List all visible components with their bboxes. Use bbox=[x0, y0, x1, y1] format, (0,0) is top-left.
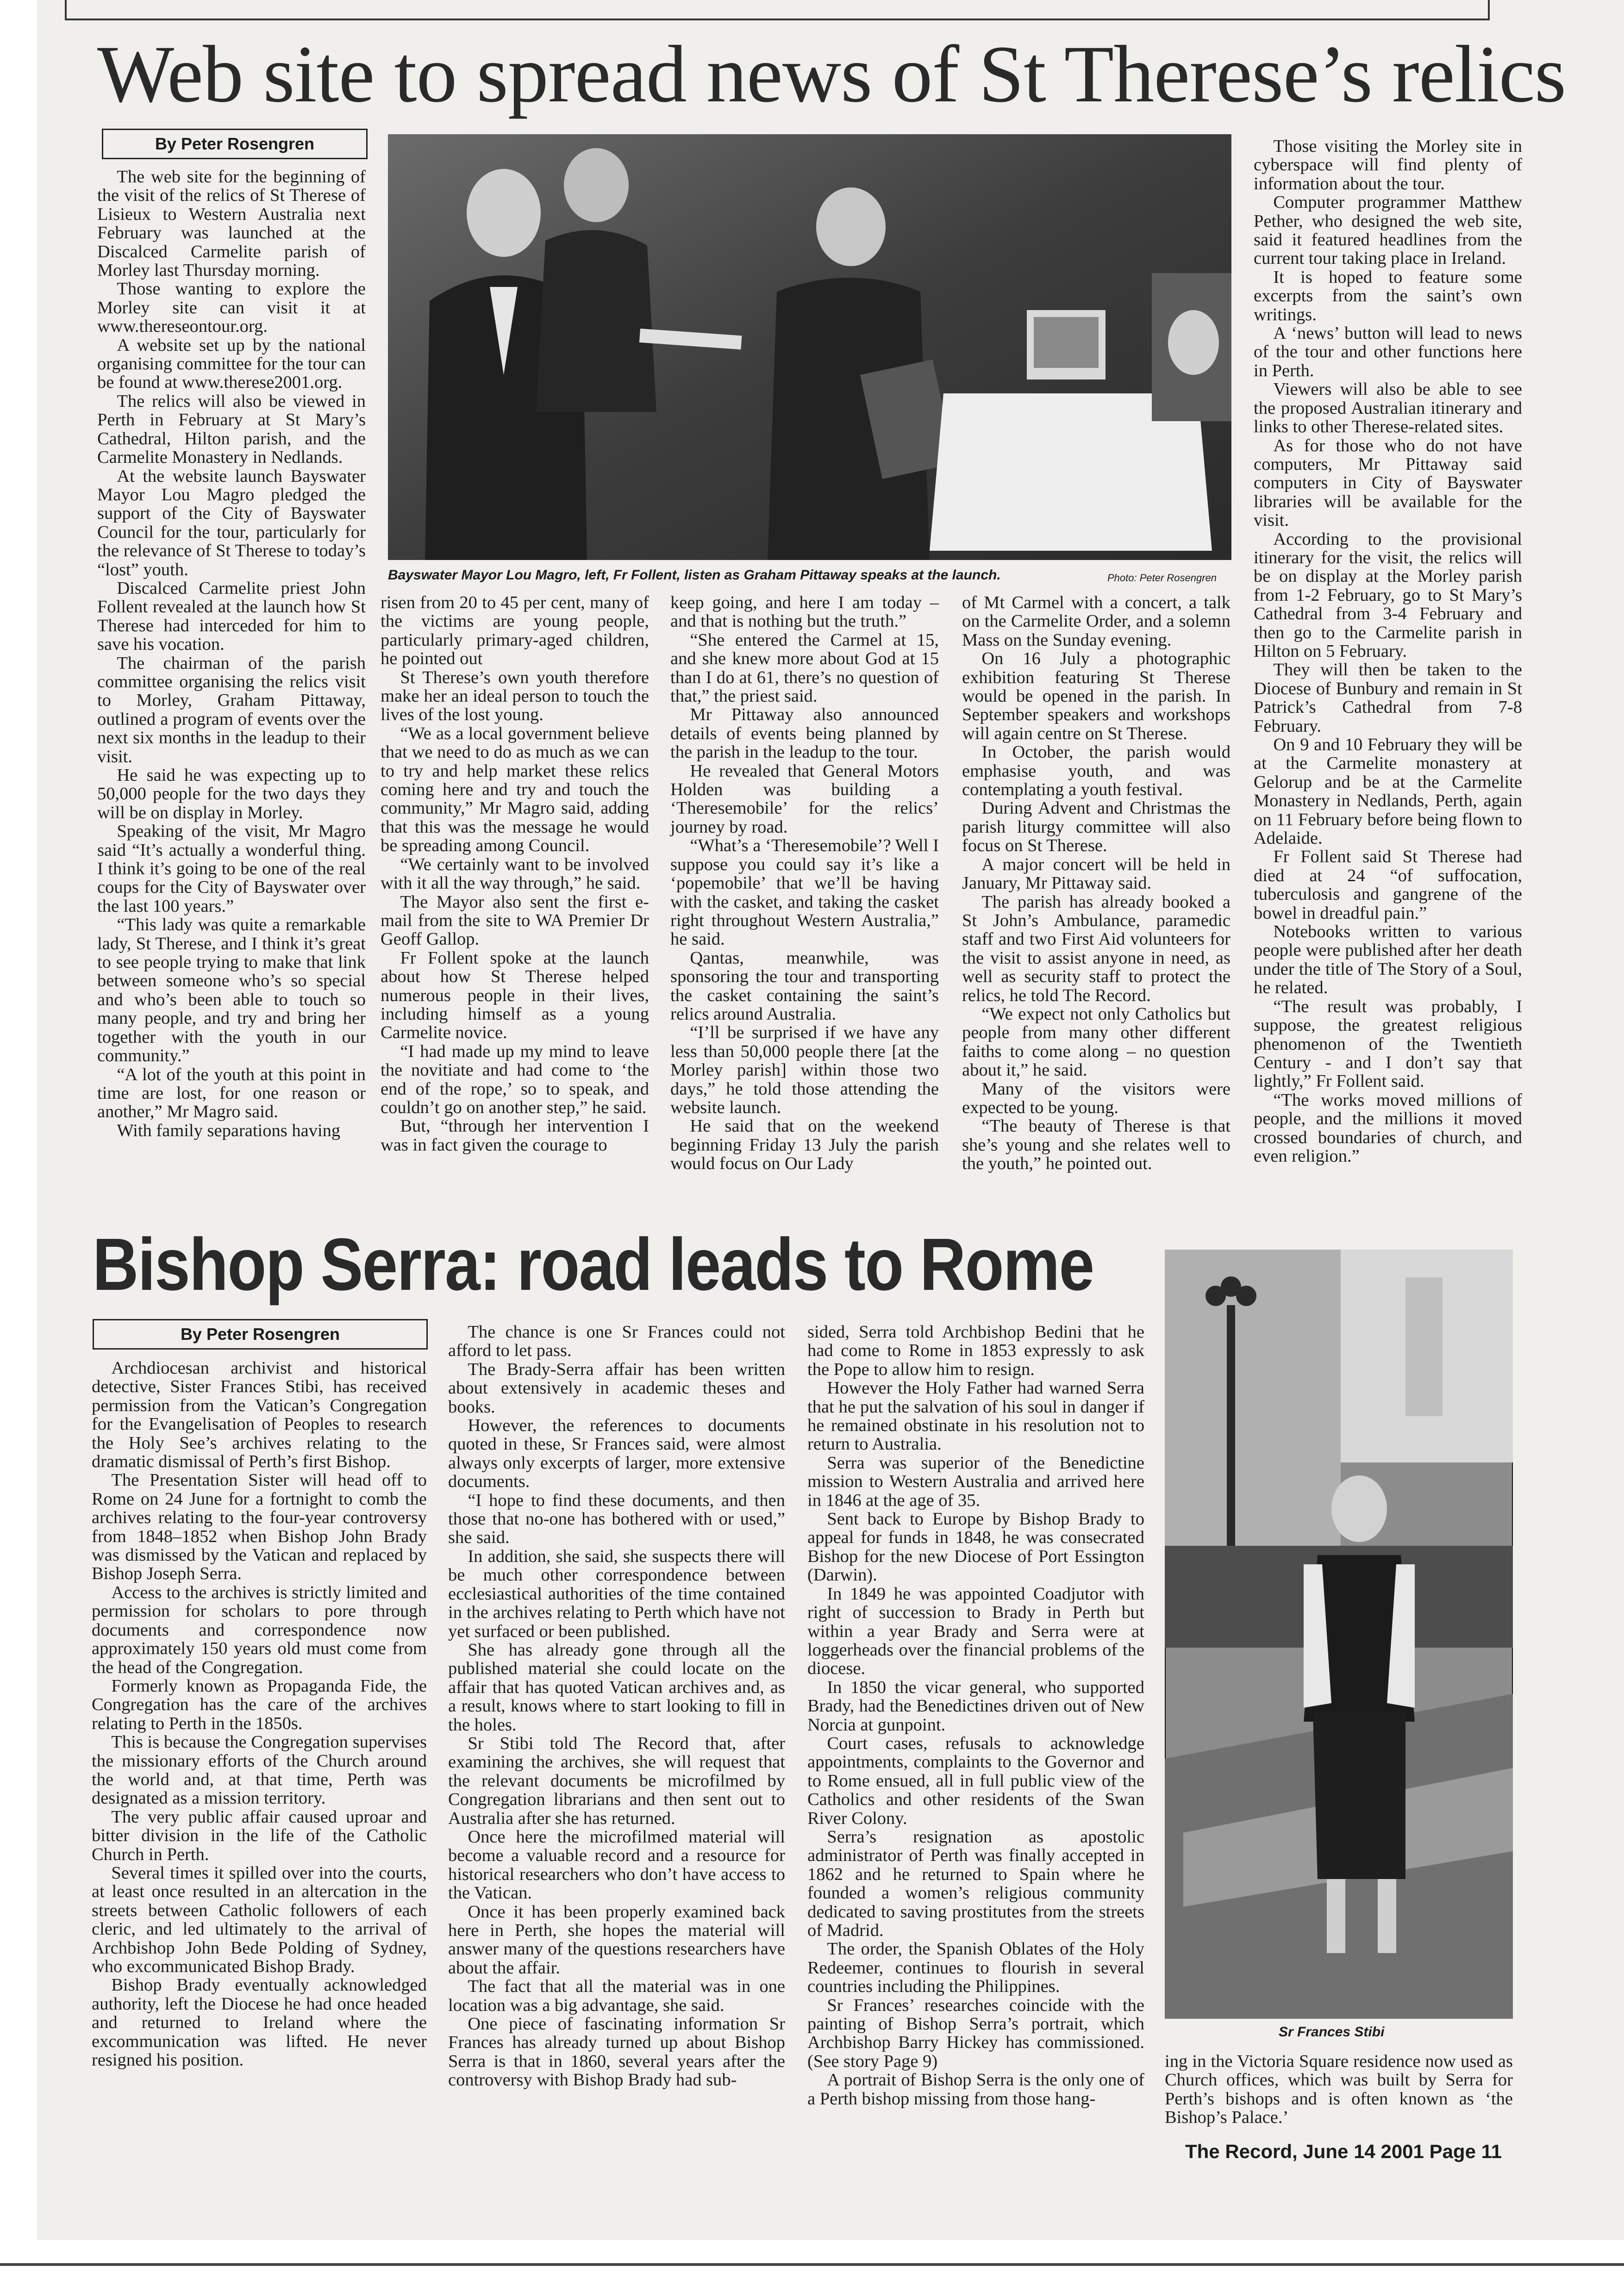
paragraph: In 1849 he was appointed Coadjutor with right of succession to Brady in Perth but within a year Brady and Serra were at loggerheads over the financial problems of the diocese. bbox=[807, 1584, 1144, 1679]
paragraph: A portrait of Bishop Serra is the only one of a Perth bishop missing from those hang- bbox=[807, 2070, 1144, 2109]
paragraph: Archdiocesan archivist and historical detective, Sister Frances Stibi, has received permission from the Vatican’s Congregation for the Evangelisation of Peoples to research the Holy See’s archives relating to the dramatic dismissal of Perth’s first Bishop. bbox=[92, 1358, 427, 1472]
paragraph: They will then be taken to the Diocese of Bunbury and remain in St Patrick’s Cathedral from 7-8 February. bbox=[1254, 660, 1522, 736]
paragraph: The relics will also be viewed in Perth in February at St Mary’s Cathedral, Hilton parish, and the Carmelite Monastery in Nedlands. bbox=[97, 391, 366, 467]
paragraph: Viewers will also be able to see the proposed Australian itinerary and links to other Therese-related sites. bbox=[1254, 380, 1522, 437]
sister-frances-stibi-photo bbox=[1165, 1250, 1513, 2019]
paragraph: Speaking of the visit, Mr Magro said “It’s actually a wonderful thing. I think it’s going to be one of the real coups for the City of Bayswater over the last 100 years.” bbox=[97, 821, 366, 916]
paragraph: Many of the visitors were expected to be young. bbox=[962, 1079, 1230, 1117]
paragraph: At the website launch Bayswater Mayor Lou Magro pledged the support of the City of Bayswater Council for the tour, particularly for the relevance of St Therese to today’s “lost” youth. bbox=[97, 466, 366, 579]
page-edge bbox=[0, 2263, 1624, 2266]
masthead-rule bbox=[65, 0, 1490, 20]
paragraph: Once it has been properly examined back here in Perth, she hopes the material will answer many of the questions researchers have about the affair. bbox=[448, 1902, 785, 1978]
paragraph: He revealed that General Motors Holden was building a ‘Theresemobile’ for the relics’ journey by road. bbox=[670, 761, 939, 837]
paragraph: With family separations having bbox=[117, 1120, 341, 1140]
article2-photo-caption: Sr Frances Stibi bbox=[1279, 2024, 1385, 2040]
paragraph: “The result was probably, I suppose, the greatest religious phenomenon of the Twentieth Century - and I don’t say that lightly,” Fr Follent said. bbox=[1254, 996, 1522, 1091]
paragraph: He said he was expecting up to 50,000 people for the two days they will be on display in Morley. bbox=[97, 765, 366, 822]
paragraph: The very public affair caused uproar and bitter division in the life of the Catholic Church in Perth. bbox=[92, 1807, 427, 1864]
paragraph: Qantas, meanwhile, was sponsoring the tour and transporting the casket containing the saint’s relics around Australia. bbox=[670, 948, 939, 1024]
article2-column-2 bbox=[448, 1323, 785, 2090]
paragraph: The chairman of the parish committee organising the relics visit to Morley, Graham Pittaway, outlined a program of events over the next six months in the leadup to their visit. bbox=[97, 653, 366, 766]
paragraph: ing in the Victoria Square residence now used as Church offices, which was built by Serra for Perth’s bishops and is often known as ‘the Bishop’s Palace.’ bbox=[1165, 2052, 1513, 2128]
page-footer: The Record, June 14 2001 Page 11 bbox=[1185, 2140, 1502, 2162]
paragraph: A website set up by the national organising committee for the tour can be found at www.therese2001.org. bbox=[97, 335, 366, 392]
paragraph: The chance is one Sr Frances could not afford to let pass. bbox=[448, 1322, 785, 1361]
article1-column-2 bbox=[381, 593, 649, 1154]
paragraph: However, the references to documents quoted in these, Sr Frances said, were almost always only excerpts of larger, more extensive documents. bbox=[448, 1416, 785, 1492]
paragraph: Court cases, refusals to acknowledge appointments, complaints to the Governor and to Rome ensued, all in full public view of the Catholics and other residents of the Swan River Colony. bbox=[807, 1733, 1144, 1828]
paragraph: As for those who do not have computers, Mr Pittaway said computers in City of Bayswater libraries will be available for the visit. bbox=[1254, 436, 1522, 530]
paragraph: This is because the Congregation supervises the missionary efforts of the Church around the world and, at that time, Perth was designated as a mission territory. bbox=[92, 1732, 427, 1808]
paragraph: It is hoped to feature some excerpts from the saint’s own writings. bbox=[1254, 267, 1522, 324]
paragraph: In 1850 the vicar general, who supported Brady, had the Benedictines driven out of New Norcia at gunpoint. bbox=[807, 1677, 1144, 1735]
paragraph: Sr Frances’ researches coincide with the painting of Bishop Serra’s portrait, which Archbishop Barry Hickey has commissioned. (See story Page 9) bbox=[807, 1995, 1144, 2071]
paragraph: Those visiting the Morley site in cyberspace will find plenty of information about the tour. bbox=[1254, 137, 1522, 193]
paragraph: Serra was superior of the Benedictine mission to Western Australia and arrived here in 1846 at the age of 35. bbox=[807, 1453, 1144, 1510]
paragraph: Mr Pittaway also announced details of events being planned by the parish in the leadup to the tour. bbox=[670, 705, 939, 762]
paragraph: In October, the parish would emphasise youth, and was contemplating a youth festival. bbox=[962, 742, 1230, 800]
paragraph: Notebooks written to various people were published after her death under the title of The Story of a Soul, he related. bbox=[1254, 922, 1522, 998]
article2-column-3 bbox=[807, 1323, 1144, 2108]
paragraph: According to the provisional itinerary for the visit, the relics will be on display at the Morley parish from 1-2 February, go to St Mary’s Cathedral from 3-4 February and then go to the Carmelite parish in Hilton on 5 February. bbox=[1254, 529, 1522, 661]
paragraph: risen from 20 to 45 per cent, many of the victims are young people, particularly primary-aged children, he pointed out bbox=[381, 593, 649, 669]
paragraph: “The beauty of Therese is that she’s young and she relates well to the youth,” he pointed out. bbox=[962, 1116, 1230, 1174]
paragraph: “The works moved millions of people, and the millions it moved crossed boundaries of church, and even religion.” bbox=[1254, 1090, 1522, 1166]
paragraph: “I’ll be surprised if we have any less than 50,000 people there [at the Morley parish] within those two days,” he told those attending the website launch. bbox=[670, 1023, 939, 1117]
paragraph: “This lady was quite a remarkable lady, St Therese, and I think it’s great to see people trying to make that link between someone who’s so special and who’s been able to touch so many people, and try and bring her together with the youth in our community.” bbox=[97, 915, 366, 1066]
paragraph: of Mt Carmel with a concert, a talk on the Carmelite Order, and a solemn Mass on the Sunday evening. bbox=[962, 593, 1230, 650]
paragraph: Sr Stibi told The Record that, after examining the archives, she will request that the relevant documents be microfilmed by Congregation librarians and then sent out to Australia after she has returned. bbox=[448, 1733, 785, 1828]
article2-column-4 bbox=[1165, 2052, 1513, 2127]
paragraph: “I had made up my mind to leave the novitiate and had come to ‘the end of the rope,’ so to speak, and couldn’t go on another step,” he said. bbox=[381, 1041, 649, 1117]
article2-byline: By Peter Rosengren bbox=[93, 1319, 428, 1350]
launch-photo bbox=[388, 134, 1231, 560]
paragraph: But, “through her intervention I was in fact given the courage to bbox=[381, 1116, 649, 1155]
paragraph: The order, the Spanish Oblates of the Holy Redeemer, continues to flourish in several countries including the Philippines. bbox=[807, 1939, 1144, 1997]
paragraph: “I hope to find these documents, and then those that no-one has bothered with or used,” she said. bbox=[448, 1490, 785, 1548]
paragraph: Those wanting to explore the Morley site can visit it at www.thereseontour.org. bbox=[97, 279, 366, 336]
paragraph: He said that on the weekend beginning Friday 13 July the parish would focus on Our Lady bbox=[670, 1116, 939, 1174]
paragraph: Discalced Carmelite priest John Follent revealed at the launch how St Therese had interceded for him to save his vocation. bbox=[97, 578, 366, 654]
paragraph: A ‘news’ button will lead to news of the tour and other functions here in Perth. bbox=[1254, 324, 1522, 380]
paragraph: On 9 and 10 February they will be at the Carmelite monastery at Gelorup and be at the Carmelite Monastery in Nedlands, Perth, again on 11 February before being flown to Adelaide. bbox=[1254, 735, 1522, 848]
paragraph: Bishop Brady eventually acknowledged authority, left the Diocese he had once headed and returned to Ireland where the excommunication was lifted. He never resigned his position. bbox=[92, 1975, 427, 2070]
paragraph: “A lot of the youth at this point in time are lost, for one reason or another,” Mr Magro said. bbox=[97, 1064, 366, 1122]
article1-column-5 bbox=[1254, 137, 1522, 1165]
paragraph: The web site for the beginning of the visit of the relics of St Therese of Lisieux to Western Australia next February was launched at the Discalced Carmelite parish of Morley last Thursday morning. bbox=[97, 167, 366, 280]
paragraph: keep going, and here I am today – and that is nothing but the truth.” bbox=[670, 593, 939, 631]
paragraph: Computer programmer Matthew Pether, who designed the web site, said it featured headlines from the current tour taking place in Ireland. bbox=[1254, 193, 1522, 268]
paragraph: The Presentation Sister will head off to Rome on 24 June for a fortnight to comb the archives relating to the four-year controversy from 1848–1852 when Bishop John Brady was dismissed by the Vatican and replaced by Bishop Joseph Serra. bbox=[92, 1470, 427, 1584]
paragraph: The fact that all the material was in one location was a big advantage, she said. bbox=[448, 1977, 785, 2015]
paragraph: Fr Follent spoke at the launch about how St Therese helped numerous people in their lives, including himself as a young Carmelite novice. bbox=[381, 948, 649, 1043]
paragraph: Formerly known as Propaganda Fide, the Congregation has the care of the archives relating to Perth in the 1850s. bbox=[92, 1676, 427, 1733]
article1-photo-credit: Photo: Peter Rosengren bbox=[1107, 572, 1217, 584]
article1-photo-caption: Bayswater Mayor Lou Magro, left, Fr Follent, listen as Graham Pittaway speaks at the launch. bbox=[388, 567, 1001, 583]
paragraph: “We expect not only Catholics but people from many other different faiths to come along – no question about it,” he said. bbox=[962, 1004, 1230, 1080]
paragraph: “She entered the Carmel at 15, and she knew more about God at 15 than I do at 61, there’s no question of that,” the priest said. bbox=[670, 630, 939, 706]
paragraph: “We as a local government believe that we need to do as much as we can to try and help market these relics coming here and try and touch the community,” Mr Magro said, adding that this was the message he would be spreading among Council. bbox=[381, 723, 649, 856]
article2-column-1 bbox=[92, 1359, 427, 2069]
paragraph: Fr Follent said St Therese had died at 24 “of suffocation, tuberculosis and gangrene of the bowel in dreadful pain.” bbox=[1254, 847, 1522, 923]
article1-column-4 bbox=[962, 593, 1230, 1173]
paragraph: The Mayor also sent the first e-mail from the site to WA Premier Dr Geoff Gallop. bbox=[381, 892, 649, 949]
paragraph: In addition, she said, she suspects there will be much other correspondence between ecclesiastical authorities of the time contained in the archives relating to Perth which have not yet surfaced or been published. bbox=[448, 1546, 785, 1641]
article1-column-3 bbox=[670, 593, 939, 1173]
paragraph: Serra’s resignation as apostolic administrator of Perth was finally accepted in 1862 and he returned to Spain where he founded a women’s religious community dedicated to saving prostitutes from the streets of Madrid. bbox=[807, 1827, 1144, 1940]
article2-headline: Bishop Serra: road leads to Rome bbox=[93, 1223, 1094, 1306]
article1-headline: Web site to spread news of St Therese’s relics bbox=[97, 29, 1566, 119]
paragraph: One piece of fascinating information Sr Frances has already turned up about Bishop Serra is that in 1860, several years after the controversy with Bishop Brady had sub- bbox=[448, 2014, 785, 2090]
paragraph: St Therese’s own youth therefore make her an ideal person to touch the lives of the lost young. bbox=[381, 667, 649, 725]
paragraph: She has already gone through all the published material she could locate on the affair that has quoted Vatican archives and, as a result, knows where to start looking to fill in the holes. bbox=[448, 1640, 785, 1735]
paragraph: Several times it spilled over into the courts, at least once resulted in an altercation in the streets between Catholic followers of each cleric, and led ultimately to the arrival of Archbishop John Bede Polding of Sydney, who excommunicated Bishop Brady. bbox=[92, 1863, 427, 1976]
paragraph: sided, Serra told Archbishop Bedini that he had come to Rome in 1853 expressly to ask the Pope to allow him to resign. bbox=[807, 1322, 1144, 1379]
paragraph: The parish has already booked a St John’s Ambulance, paramedic staff and two First Aid volunteers for the visit to assist anyone in need, as well as security staff to protect the relics, he told The Record. bbox=[962, 892, 1230, 1005]
paragraph: Sent back to Europe by Bishop Brady to appeal for funds in 1848, he was consecrated Bishop for the new Diocese of Port Essington (Darwin). bbox=[807, 1509, 1144, 1585]
article1-byline: By Peter Rosengren bbox=[102, 129, 368, 159]
paragraph: A major concert will be held in January, Mr Pittaway said. bbox=[962, 854, 1230, 893]
paragraph: Access to the archives is strictly limited and permission for scholars to pore through documents and correspondence now approximately 150 years old must come from the head of the Congregation. bbox=[92, 1582, 427, 1677]
paragraph: The Brady-Serra affair has been written about extensively in academic theses and books. bbox=[448, 1359, 785, 1417]
paragraph: Once here the microfilmed material will become a valuable record and a resource for historical researchers who don’t have access to the Vatican. bbox=[448, 1827, 785, 1903]
paragraph: However the Holy Father had warned Serra that he put the salvation of his soul in danger if he remained obstinate in his resolution not to return to Australia. bbox=[807, 1378, 1144, 1454]
paragraph: During Advent and Christmas the parish liturgy committee will also focus on St Therese. bbox=[962, 798, 1230, 856]
paragraph: “We certainly want to be involved with it all the way through,” he said. bbox=[381, 854, 649, 893]
paragraph: On 16 July a photographic exhibition featuring St Therese would be opened in the parish. In September speakers and workshops will again centre on St Therese. bbox=[962, 649, 1230, 743]
article1-column-1 bbox=[97, 168, 366, 1140]
paragraph: “What’s a ‘Theresemobile’? Well I suppose you could say it’s like a ‘popemobile’ that we’ll be having with the casket, and taking the casket right throughout Western Australia,” he said. bbox=[670, 836, 939, 949]
